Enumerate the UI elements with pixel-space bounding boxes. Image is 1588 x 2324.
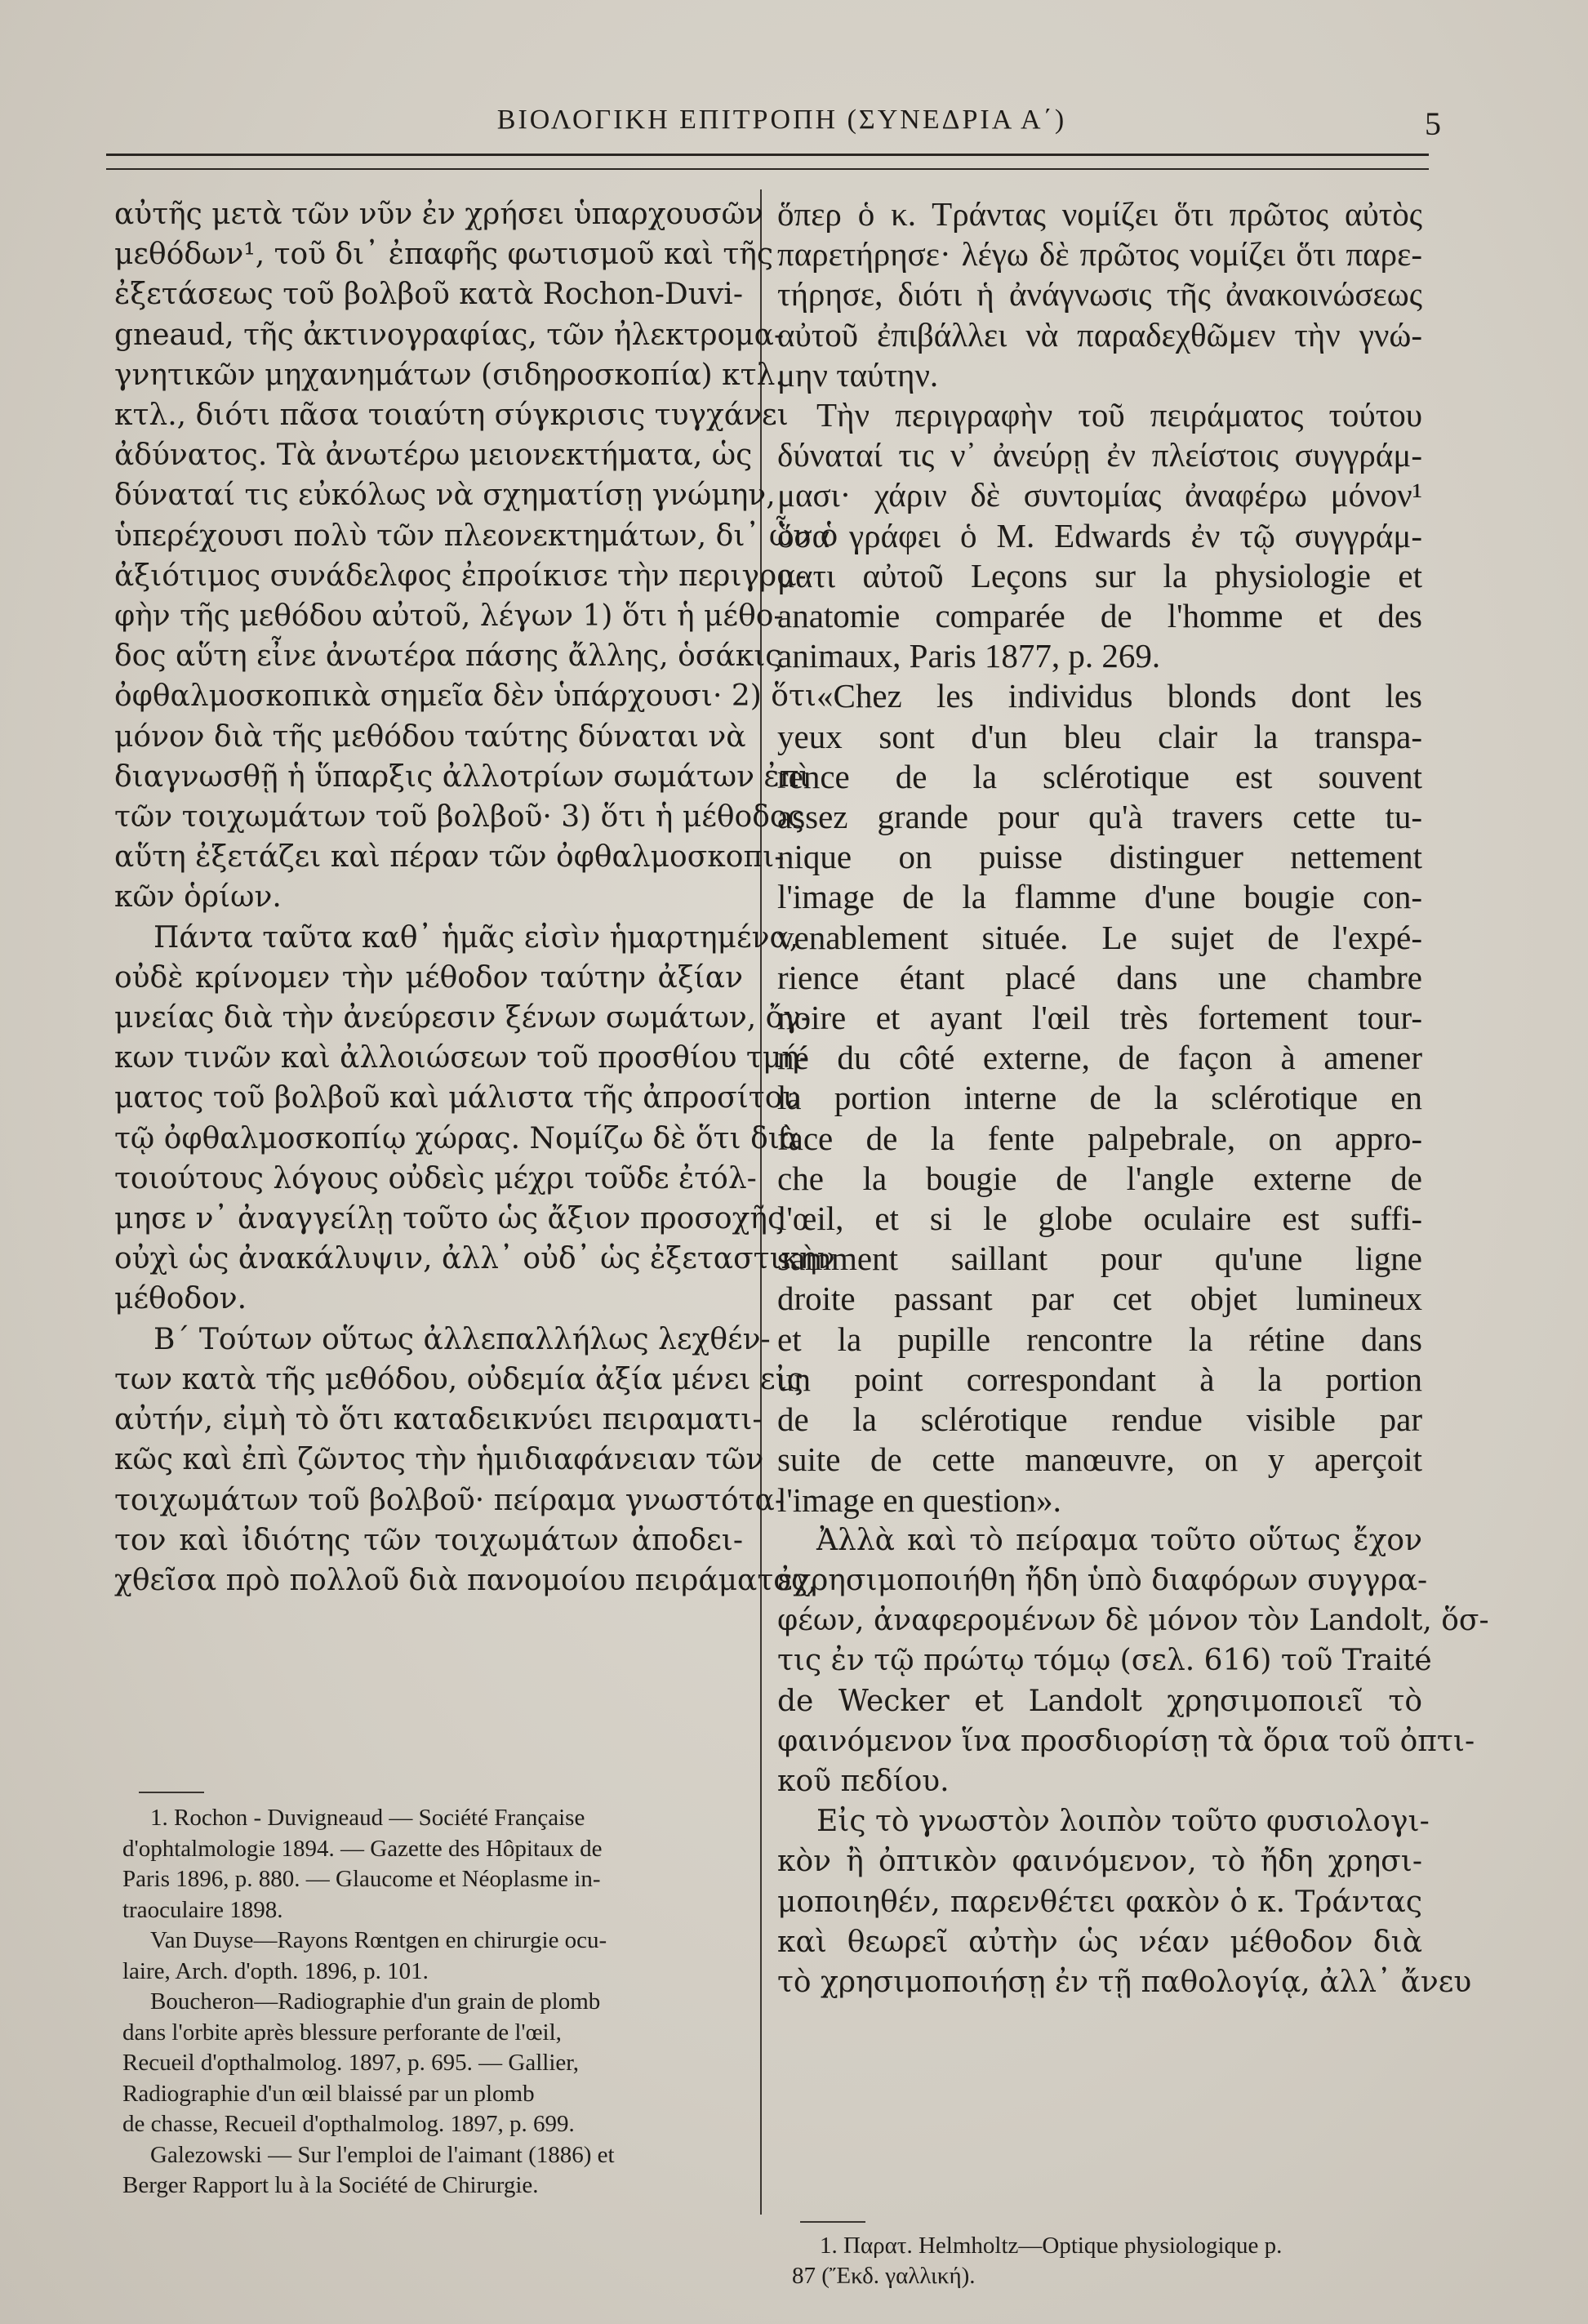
text-line: τον καὶ ἰδιότης τῶν τοιχωμάτων ἀποδει- bbox=[114, 1523, 743, 1557]
footnote-line: Boucheron—Radiographie d'un grain de plomb bbox=[150, 1988, 601, 2015]
footnote-line: 1. Rochon - Duvigneaud — Société Française bbox=[150, 1805, 585, 1831]
footnote-line: 87 (Ἔκδ. γαλλική). bbox=[792, 2263, 976, 2289]
text-line: Ἀλλὰ καὶ τὸ πείραμα τοῦτο οὕτως ἔχον bbox=[816, 1523, 1422, 1557]
footnote-line: Recueil d'opthalmolog. 1897, p. 695. — Gallier, bbox=[122, 2050, 580, 2076]
text-line: ματι αὐτοῦ Leçons sur la physiologie et bbox=[777, 556, 1422, 594]
text-line: l'œil, et si le globe oculaire est suffi- bbox=[777, 1200, 1422, 1238]
text-line: αὕτη ἐξετάζει καὶ πέραν τῶν ὀφθαλμοσκοπι- bbox=[114, 840, 785, 875]
text-line: κῶς καὶ ἐπὶ ζῶντος τὴν ἡμιδιαφάνειαν τῶν bbox=[114, 1443, 764, 1477]
text-line: παρετήρησε· λέγω δὲ πρῶτος νομίζει ὅτι παρε- bbox=[777, 235, 1422, 274]
text-line: τῶν τοιχωμάτων τοῦ βολβοῦ· 3) ὅτι ἡ μέθοδος bbox=[114, 800, 804, 835]
text-line: et la pupille rencontre la rétine dans bbox=[777, 1320, 1422, 1358]
text-line: μόνον διὰ τῆς μεθόδου ταύτης δύναται νὰ bbox=[114, 719, 746, 754]
running-header bbox=[122, 105, 1441, 154]
text-line: χθεῖσα πρὸ πολλοῦ διὰ πανομοίου πειράματος, bbox=[114, 1563, 817, 1597]
text-line: noire et ayant l'œil très fortement tour- bbox=[777, 999, 1422, 1037]
text-line: των κατὰ τῆς μεθόδου, οὐδεμία ἀξία μένει εἰς bbox=[114, 1362, 803, 1396]
text-line: Τὴν περιγραφὴν τοῦ πειράματος τούτου bbox=[816, 396, 1422, 434]
left-footnotes bbox=[122, 1788, 743, 2202]
text-line: un point correspondant à la portion bbox=[777, 1360, 1422, 1398]
text-line: l'image en question». bbox=[777, 1480, 1061, 1519]
text-line: ὅσα γράφει ὁ M. Edwards ἐν τῷ συγγράμ- bbox=[777, 516, 1422, 554]
text-line: ὅπερ ὁ κ. Τράντας νομίζει ὅτι πρῶτος αὐτὸς bbox=[777, 195, 1422, 233]
text-line: οὐδὲ κρίνομεν τὴν μέθοδον ταύτην ἀξίαν bbox=[114, 960, 743, 995]
text-line: τῷ ὀφθαλμοσκοπίῳ χώρας. Νομίζω δὲ ὅτι διὰ bbox=[114, 1121, 800, 1155]
text-line: δύναταί τις ν᾽ ἀνεύρῃ ἐν πλείστοις συγγράμ- bbox=[777, 436, 1422, 474]
footnote-line: de chasse, Recueil d'opthalmolog. 1897, p. 699. bbox=[122, 2111, 575, 2137]
footnote-rule bbox=[122, 1792, 743, 1803]
text-line: droite passant par cet objet lumineux bbox=[777, 1280, 1422, 1318]
text-line: τοιχωμάτων τοῦ βολβοῦ· πείραμα γνωστότα- bbox=[114, 1483, 785, 1517]
text-line: Β´ Τούτων οὕτως ἀλλεπαλλήλως λεχθέν- bbox=[153, 1322, 771, 1356]
text-line: μην ταύτην. bbox=[777, 355, 939, 394]
text-line: rience étant placé dans une chambre bbox=[777, 958, 1422, 996]
text-line: Πάντα ταῦτα καθ᾽ ἡμᾶς εἰσὶν ἡμαρτημένα, bbox=[153, 920, 799, 955]
text-line: ὑπερέχουσι πολὺ τῶν πλεονεκτημάτων, δι᾽ ὧν ὁ bbox=[114, 519, 838, 553]
text-line: γνητικῶν μηχανημάτων (σιδηροσκοπία) κτλ. bbox=[114, 358, 785, 392]
text-line: μέθοδον. bbox=[114, 1282, 247, 1316]
text-line: διαγνωσθῇ ἡ ὕπαρξις ἀλλοτρίων σωμάτων ἐπὶ bbox=[114, 759, 811, 794]
text-line: οὐχὶ ὡς ἀνακάλυψιν, ἀλλ᾽ οὐδ᾽ ὡς ἐξεταστικὴν bbox=[114, 1242, 835, 1276]
text-line: ὀφθαλμοσκοπικὰ σημεῖα δὲν ὑπάρχουσι· 2) ὅτι bbox=[114, 679, 816, 714]
text-line: ματος τοῦ βολβοῦ καὶ μάλιστα τῆς ἀπροσίτου bbox=[114, 1081, 801, 1115]
text-line: κοῦ πεδίου. bbox=[777, 1764, 950, 1798]
footnote-line: 1. Παρατ. Helmholtz—Optique physiologique p. bbox=[820, 2233, 1283, 2259]
text-line: μασι· χάριν δὲ συντομίας ἀναφέρω μόνον¹ bbox=[777, 476, 1422, 514]
text-line: τις ἐν τῷ πρώτῳ τόμῳ (σελ. 616) τοῦ Traité bbox=[777, 1644, 1432, 1678]
text-line: κῶν ὁρίων. bbox=[114, 880, 282, 915]
text-line: φέων, ἀναφερομένων δὲ μόνον τὸν Landolt, ὅσ- bbox=[777, 1604, 1489, 1638]
text-line: face de la fente palpebrale, on appro- bbox=[777, 1119, 1422, 1157]
text-line: μεθόδων¹, τοῦ δι᾽ ἐπαφῆς φωτισμοῦ καὶ τῆς bbox=[114, 238, 774, 272]
text-line: τοιούτους λόγους οὐδεὶς μέχρι τοῦδε ἐτόλ- bbox=[114, 1161, 757, 1195]
header-rule-bottom bbox=[106, 168, 1429, 170]
right-column bbox=[777, 194, 1489, 2002]
text-line: δος αὕτη εἶνε ἀνωτέρα πάσης ἄλλης, ὁσάκις bbox=[114, 639, 782, 674]
text-line: φαινόμενον ἵνα προσδιορίσῃ τὰ ὅρια τοῦ ὀπτι- bbox=[777, 1724, 1475, 1758]
text-line: ἀξιότιμος συνάδελφος ἐπροίκισε τὴν περιγρα- bbox=[114, 559, 807, 593]
text-line: αὐτῆς μετὰ τῶν νῦν ἐν χρήσει ὑπαρχουσῶν bbox=[114, 198, 763, 231]
text-line: Εἰς τὸ γνωστὸν λοιπὸν τοῦτο φυσιολογι- bbox=[816, 1805, 1430, 1839]
footnote-line: Berger Rapport lu à la Société de Chirurgie. bbox=[122, 2172, 539, 2198]
text-line: κων τινῶν καὶ ἀλλοιώσεων τοῦ προσθίου τμή- bbox=[114, 1041, 809, 1075]
page-number: 5 bbox=[1425, 105, 1441, 142]
footnote-rule bbox=[800, 2221, 865, 2223]
text-line: animaux, Paris 1877, p. 269. bbox=[777, 637, 1161, 675]
text-line: ἀδύνατος. Τὰ ἀνωτέρω μειονεκτήματα, ὡς bbox=[114, 439, 753, 473]
text-line: κτλ., διότι πᾶσα τοιαύτη σύγκρισις τυγχάνει bbox=[114, 398, 789, 433]
text-line: ἐχρησιμοποιήθη ἤδη ὑπὸ διαφόρων συγγρα- bbox=[777, 1563, 1428, 1597]
text-line: μοποιηθέν, παρενθέτει φακὸν ὁ κ. Τράντας bbox=[777, 1885, 1422, 1919]
text-line: samment saillant pour qu'une ligne bbox=[777, 1240, 1422, 1278]
text-line: καὶ θεωρεῖ αὐτὴν ὡς νέαν μέθοδον διὰ bbox=[777, 1925, 1422, 1959]
text-line: κὸν ἢ ὀπτικὸν φαινόμενον, τὸ ἤδη χρησι- bbox=[777, 1845, 1422, 1879]
footnote-line: Galezowski — Sur l'emploi de l'aimant (1886) et bbox=[150, 2141, 615, 2168]
footnote-line: Van Duyse—Rayons Rœntgen en chirurgie ocu- bbox=[150, 1927, 607, 1953]
footnote-line: Paris 1896, p. 880. — Glaucome et Néoplasme in- bbox=[122, 1866, 601, 1892]
text-line: assez grande pour qu'à travers cette tu- bbox=[777, 798, 1422, 836]
text-line: de la sclérotique rendue visible par bbox=[777, 1400, 1422, 1439]
text-line: rence de la sclérotique est souvent bbox=[777, 757, 1422, 795]
text-line: né du côté externe, de façon à amener bbox=[777, 1039, 1422, 1077]
text-line: «Chez les individus blonds dont les bbox=[816, 677, 1422, 715]
footnote-line: dans l'orbite après blessure perforante de l'œil, bbox=[122, 2019, 562, 2046]
text-line: δύναταί τις εὐκόλως νὰ σχηματίσῃ γνώμην, bbox=[114, 479, 776, 513]
text-line: φὴν τῆς μεθόδου αὐτοῦ, λέγων 1) ὅτι ἡ μέθο- bbox=[114, 599, 784, 634]
text-line: gneaud, τῆς ἀκτινογραφίας, τῶν ἠλεκτρομα- bbox=[114, 318, 785, 352]
left-column bbox=[114, 194, 838, 1601]
text-line: μνείας διὰ τὴν ἀνεύρεσιν ξένων σωμάτων, ὄγ- bbox=[114, 1001, 811, 1035]
text-line: τήρησε, διότι ἡ ἀνάγνωσις τῆς ἀνακοινώσεως bbox=[777, 275, 1422, 314]
footnote-line: d'ophtalmologie 1894. — Gazette des Hôpitaux de bbox=[122, 1835, 603, 1862]
text-line: suite de cette manœuvre, on y aperçoit bbox=[777, 1440, 1422, 1479]
text-line: yeux sont d'un bleu clair la transpa- bbox=[777, 717, 1422, 755]
right-footnotes bbox=[792, 2221, 1421, 2291]
running-title: ΒΙΟΛΟΓΙΚΗ ΕΠΙΤΡΟΠΗ (ΣΥΝΕΔΡΙΑ Α΄) bbox=[496, 105, 1067, 135]
text-line: che la bougie de l'angle externe de bbox=[777, 1159, 1422, 1197]
text-line: αὐτοῦ ἐπιβάλλει νὰ παραδεχθῶμεν τὴν γνώ- bbox=[777, 315, 1422, 354]
footnote-line: Radiographie d'un œil blaissé par un plomb bbox=[122, 2080, 535, 2107]
text-line: l'image de la flamme d'une bougie con- bbox=[777, 878, 1422, 916]
text-line: nique on puisse distinguer nettement bbox=[777, 838, 1422, 876]
text-line: anatomie comparée de l'homme et des bbox=[777, 597, 1422, 635]
text-line: τὸ χρησιμοποιήσῃ ἐν τῇ παθολογίᾳ, ἀλλ᾽ ἄνευ bbox=[777, 1965, 1472, 1999]
footnote-line: traoculaire 1898. bbox=[122, 1896, 283, 1923]
text-line: la portion interne de la sclérotique en bbox=[777, 1079, 1422, 1117]
text-line: ἐξετάσεως τοῦ βολβοῦ κατὰ Rochon-Duvi- bbox=[114, 278, 743, 312]
text-line: μησε ν᾽ ἀναγγείλῃ τοῦτο ὡς ἄξιον προσοχῆς bbox=[114, 1202, 785, 1236]
header-rule-top bbox=[106, 154, 1429, 156]
footnote-line: laire, Arch. d'opth. 1896, p. 101. bbox=[122, 1957, 429, 1984]
text-line: de Wecker et Landolt χρησιμοποιεῖ τὸ bbox=[777, 1684, 1422, 1718]
text-line: αὐτήν, εἰμὴ τὸ ὅτι καταδεικνύει πειραματι- bbox=[114, 1403, 763, 1437]
text-line: venablement située. Le sujet de l'expé- bbox=[777, 918, 1422, 956]
